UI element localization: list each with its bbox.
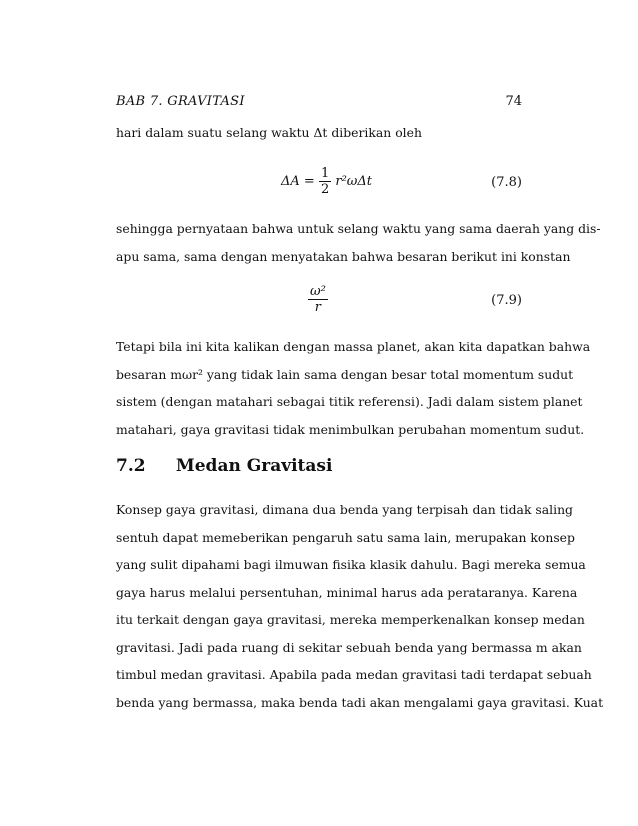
running-header bbox=[116, 94, 522, 109]
page-number: 74 bbox=[505, 94, 522, 109]
equation-number: (7.8) bbox=[491, 175, 522, 190]
equation-rhs: r²ωΔt bbox=[335, 174, 373, 189]
text-line: sistem (dengan matahari sebagai titik referensi). Jadi dalam sistem planet bbox=[116, 394, 583, 409]
text-line: sentuh dapat memeberikan pengaruh satu sama lain, merupakan konsep bbox=[116, 529, 575, 545]
fraction-omega-over-r bbox=[308, 284, 328, 315]
fraction-numerator: ω² bbox=[310, 284, 326, 299]
text-line: besaran mωr² yang tidak lain sama dengan besar total momentum sudut bbox=[116, 366, 574, 382]
equation-lhs: ΔA = bbox=[281, 174, 315, 189]
text-line: itu terkait dengan gaya gravitasi, mereka memperkenalkan konsep medan bbox=[116, 612, 585, 627]
equation-body bbox=[308, 284, 328, 315]
section-title: Medan Gravitasi bbox=[175, 456, 333, 476]
text-line: matahari, gaya gravitasi tidak menimbulkan perubahan momentum sudut. bbox=[116, 421, 585, 437]
fraction-denominator: r bbox=[314, 300, 322, 315]
text-line: gaya harus melalui persentuhan, minimal harus ada perataranya. Karena bbox=[116, 584, 578, 600]
paragraph-2 bbox=[116, 215, 601, 270]
text-line: Konsep gaya gravitasi, dimana dua benda yang terpisah dan tidak saling bbox=[116, 502, 573, 517]
text-line: yang sulit dipahami bagi ilmuwan fisika klasik dahulu. Bagi mereka semua bbox=[116, 557, 586, 572]
text-line: gravitasi. Jadi pada ruang di sekitar sebuah benda yang bermassa m akan bbox=[116, 639, 582, 655]
text-line: Tetapi bila ini kita kalikan dengan massa planet, akan kita dapatkan bahwa bbox=[116, 339, 591, 354]
fraction-numerator: 1 bbox=[320, 166, 330, 181]
text-line: hari dalam suatu selang waktu Δt diberikan oleh bbox=[116, 125, 422, 140]
section-heading bbox=[116, 456, 332, 476]
text-line: apu sama, sama dengan menyatakan bahwa besaran berikut ini konstan bbox=[116, 248, 571, 264]
intro-paragraph bbox=[116, 119, 522, 147]
text-line: sehingga pernyataan bahwa untuk selang waktu yang sama daerah yang dis- bbox=[116, 221, 601, 236]
chapter-title: BAB 7. GRAVITASI bbox=[116, 94, 245, 109]
fraction-half bbox=[319, 166, 331, 197]
paragraph-4 bbox=[116, 496, 604, 716]
fraction-denominator: 2 bbox=[320, 182, 330, 197]
text-line: benda yang bermassa, maka benda tadi akan mengalami gaya gravitasi. Kuat bbox=[116, 694, 604, 710]
paragraph-3 bbox=[116, 333, 591, 443]
equation-body bbox=[281, 166, 372, 197]
section-number: 7.2 bbox=[116, 456, 146, 476]
equation-number: (7.9) bbox=[491, 293, 522, 308]
text-line: timbul medan gravitasi. Apabila pada medan gravitasi tadi terdapat sebuah bbox=[116, 667, 592, 682]
